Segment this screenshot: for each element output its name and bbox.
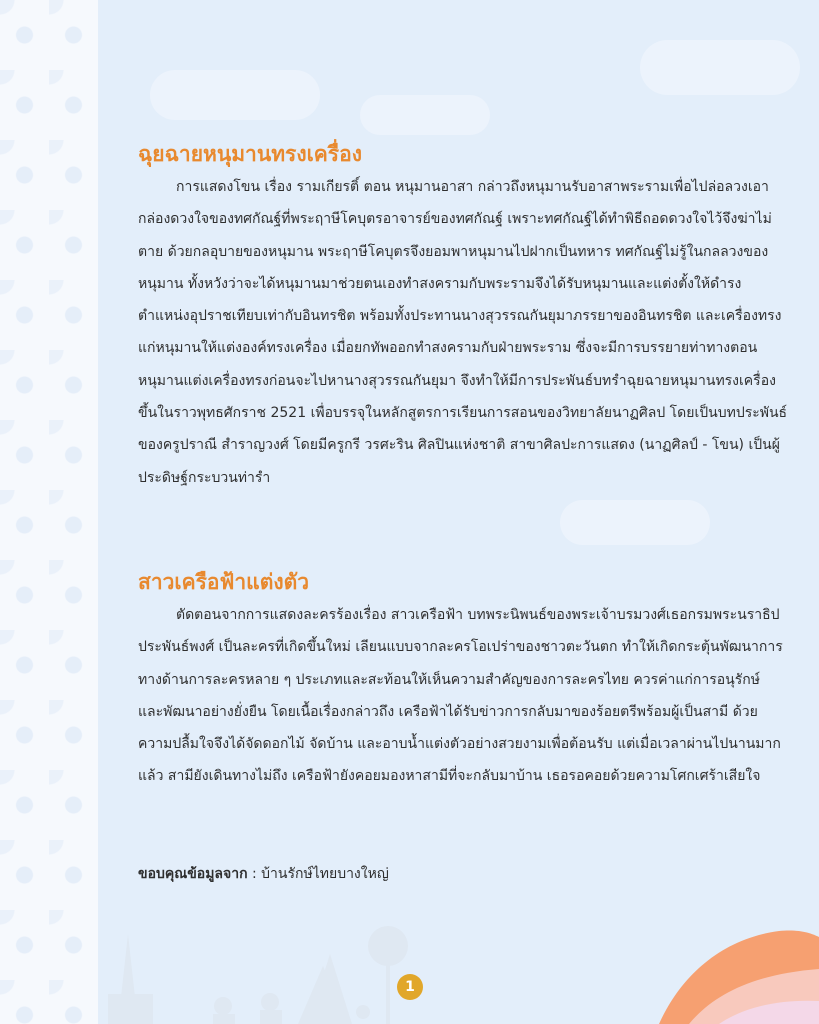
credit-label: ขอบคุณข้อมูลจาก: [138, 866, 248, 882]
credit-source: บ้านรักษ์ไทยบางใหญ่: [261, 866, 389, 882]
cloud-decoration: [150, 70, 320, 120]
decorative-pattern-band: [0, 0, 98, 1024]
cloud-decoration: [360, 95, 490, 135]
section-saokruefa: [138, 568, 788, 793]
credit-line: [138, 863, 389, 885]
credit-separator: :: [247, 866, 262, 882]
pastel-wave-decoration: [659, 919, 819, 1024]
main-content: [138, 140, 788, 882]
cloud-decoration: [560, 500, 710, 545]
section-title: ฉุยฉายหนุมานทรงเครื่อง: [138, 142, 362, 166]
section-hanuman: [138, 140, 788, 494]
section-body: ตัดตอนจากการแสดงละครร้องเรื่อง สาวเครือฟ้า บทพระนิพนธ์ของพระเจ้าบรมวงศ์เธอกรมพระนราธิปประพันธ์พงศ์ เป็นละครที่เกิดขึ้นใหม่ เลียนแบบจากละครโอเปร่าของชาวตะวันตก ทำให้เกิดกระตุ้นพัฒนาการทางด้านการละครหลาย ๆ ประเภทและสะท้อนให้เห็นความสำคัญของการละครไทย ควรค่าแก่การอนุรักษ์ และพัฒนาอย่างยั่งยืน โดยเนื้อเรื่องกล่าวถึง เครือฟ้าได้รับข่าวการกลับมาของร้อยตรีพร้อมผู้เป็นสามี ด้วยความปลื้มใจจึงได้จัดดอกไม้ จัดบ้าน และอาบน้ำแต่งตัวอย่างสวยงามเพื่อต้อนรับ แต่เมื่อเวลาผ่านไปนานมากแล้ว สามียังเดินทางไม่ถึง เครือฟ้ายังคอยมองหาสามีที่จะกลับมาบ้าน เธอรอคอยด้วยความโศกเศร้าเสียใจ: [138, 607, 783, 785]
section-title: สาวเครือฟ้าแต่งตัว: [138, 570, 310, 594]
cloud-decoration: [640, 40, 800, 95]
page-number-badge: 1: [397, 974, 423, 1000]
section-body: การแสดงโขน เรื่อง รามเกียรติ์ ตอน หนุมานอาสา กล่าวถึงหนุมานรับอาสาพระรามเพื่อไปล่อลวงเอากล่องดวงใจของทศกัณฐ์ที่พระฤาษีโคบุตรอาจารย์ของทศกัณฐ์ เพราะทศกัณฐ์ได้ทำพิธีถอดดวงใจไว้จึงฆ่าไม่ตาย ด้วยกลอุบายของหนุมาน พระฤาษีโคบุตรจึงยอมพาหนุมานไปฝากเป็นทหาร ทศกัณฐ์ไม่รู้ในกลลวงของหนุมาน ทั้งหวังว่าจะได้หนุมานมาช่วยตนเองทำสงครามกับพระรามจึงได้รับหนุมานและแต่งตั้งให้ดำรงตำแหน่งอุปราชเทียบเท่ากับอินทรชิต พร้อมทั้งประทานนางสุวรรณกันยุมาภรรยาของอินทรชิต และเครื่องทรงแก่หนุมานให้แต่งองค์ทรงเครื่อง เมื่อยกทัพออกทำสงครามกับฝ่ายพระราม ซึ่งจะมีการบรรยายท่าทางตอนหนุมานแต่งเครื่องทรงก่อนจะไปหานางสุวรรณกันยุมา จึงทำให้มีการประพันธ์บทรำฉุยฉายหนุมานทรงเครื่องขึ้นในราวพุทธศักราช 2521 เพื่อบรรจุในหลักสูตรการเรียนการสอนของวิทยาลัยนาฏศิลป โดยเป็นบทประพันธ์ของครูปราณี สำราญวงศ์ โดยมีครูกรี วรศะริน ศิลปินแห่งชาติ สาขาศิลปะการแสดง (นาฏศิลป์ - โขน) เป็นผู้ประดิษฐ์กระบวนท่ารำ: [138, 179, 788, 486]
